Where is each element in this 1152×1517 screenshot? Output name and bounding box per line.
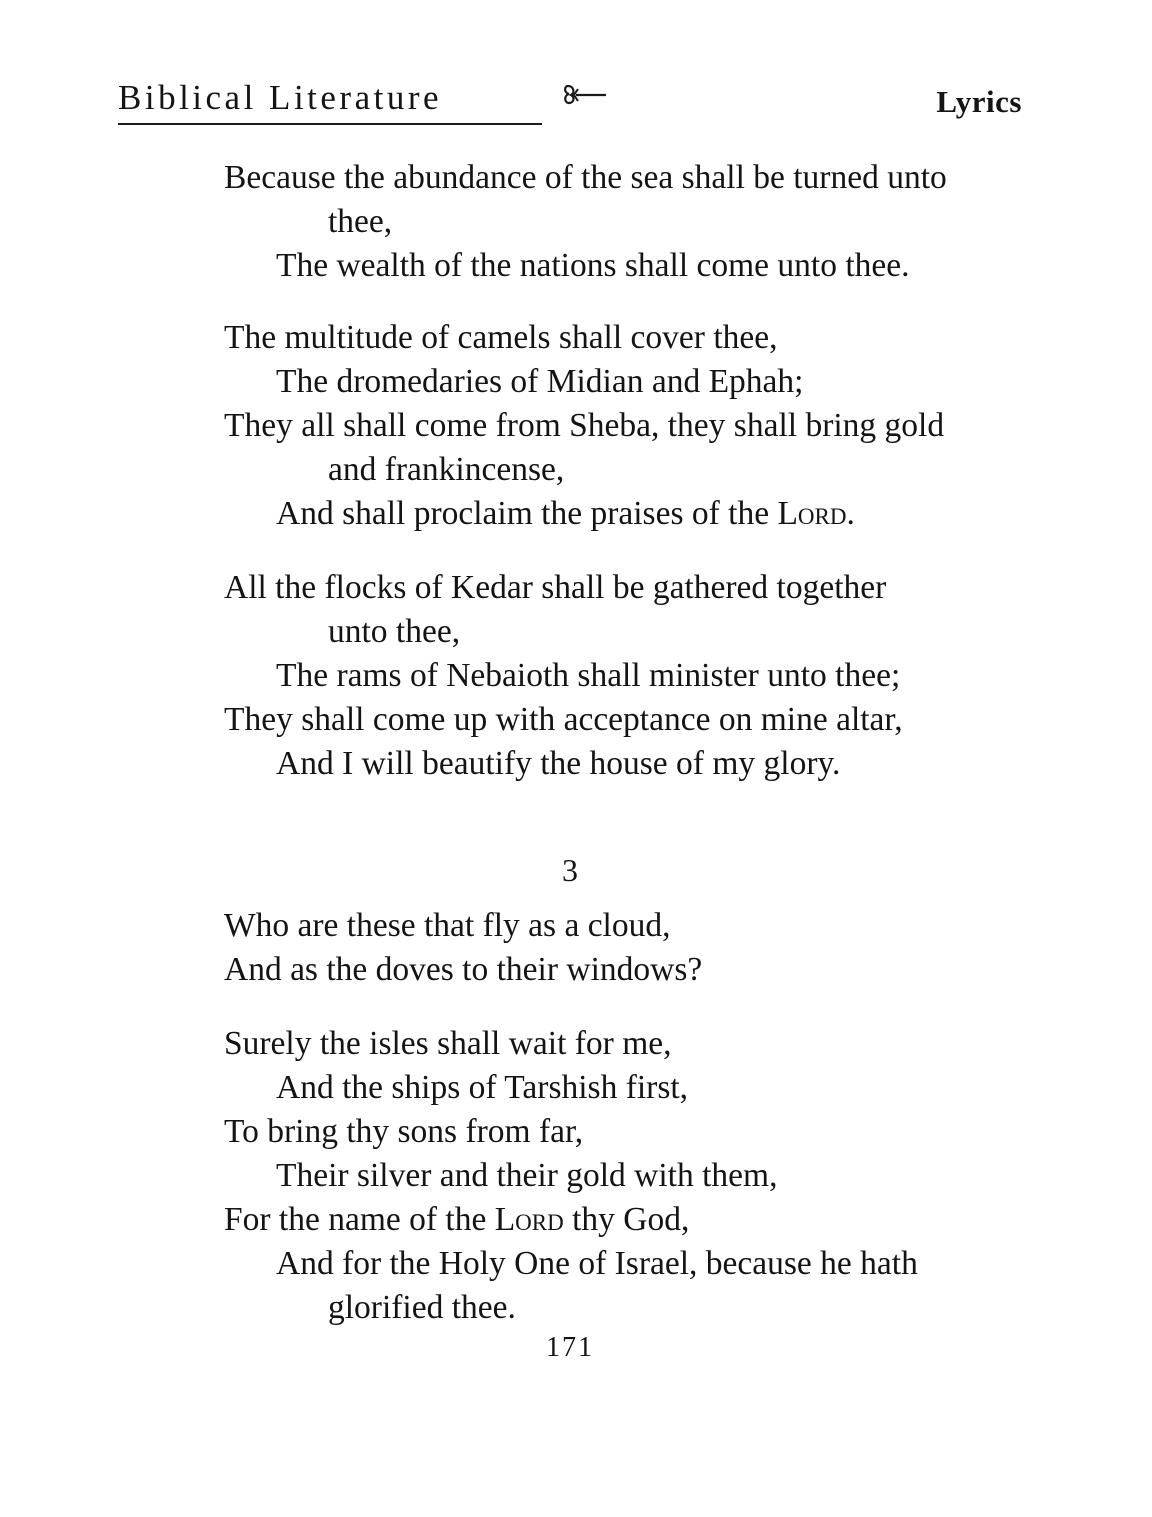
stanza: [224, 904, 1024, 992]
verse-line-continuation: unto thee,: [328, 613, 461, 650]
stanza: [224, 566, 1024, 786]
verse-line: The wealth of the nations shall come unto thee.: [276, 247, 910, 284]
verse-line: And as the doves to their windows?: [224, 951, 703, 988]
verse-line-continuation: and frankincense,: [328, 451, 565, 488]
verse-text: And shall proclaim the praises of the: [276, 495, 778, 532]
verse-line: Who are these that fly as a cloud,: [224, 907, 671, 944]
stanza: [224, 156, 1024, 288]
divine-name: Lord: [777, 495, 847, 532]
stanza: [224, 1022, 1024, 1330]
verse-line: The dromedaries of Midian and Ephah;: [276, 363, 804, 400]
verse-line: Their silver and their gold with them,: [276, 1157, 778, 1194]
section-number: 3: [562, 852, 578, 888]
running-head-section: Lyrics: [936, 84, 1022, 119]
verse-line: Surely the isles shall wait for me,: [224, 1025, 672, 1062]
verse-line: The multitude of camels shall cover thee,: [224, 319, 778, 356]
verse-line: The rams of Nebaioth shall minister unto thee;: [276, 657, 901, 694]
verse-line: [224, 492, 1024, 536]
verse-line: And the ships of Tarshish first,: [276, 1069, 689, 1106]
stanza: [224, 316, 1024, 536]
running-head-rule: [118, 123, 542, 125]
running-head-title: Biblical Literature: [118, 78, 443, 117]
verse-line: And I will beautify the house of my glory.: [276, 745, 841, 782]
verse-text: .: [846, 495, 855, 532]
verse-line: All the flocks of Kedar shall be gathered together: [224, 569, 887, 606]
verse-line: Because the abundance of the sea shall be turned unto: [224, 159, 947, 196]
verse-text: For the name of the: [224, 1201, 495, 1238]
divine-name: Lord: [494, 1201, 564, 1238]
verse-line-continuation: thee,: [328, 203, 393, 240]
page-number: 171: [546, 1332, 594, 1363]
pointing-hand-ornament-icon: [562, 80, 610, 110]
verse-text: thy God,: [563, 1201, 690, 1238]
verse-line: They shall come up with acceptance on mine altar,: [224, 701, 903, 738]
verse-line-continuation: glorified thee.: [328, 1289, 516, 1326]
verse-line: [224, 1198, 1024, 1242]
verse-line: To bring thy sons from far,: [224, 1113, 584, 1150]
verse-line: And for the Holy One of Israel, because he hath: [276, 1245, 918, 1282]
verse-line: They all shall come from Sheba, they shall bring gold: [224, 407, 945, 444]
